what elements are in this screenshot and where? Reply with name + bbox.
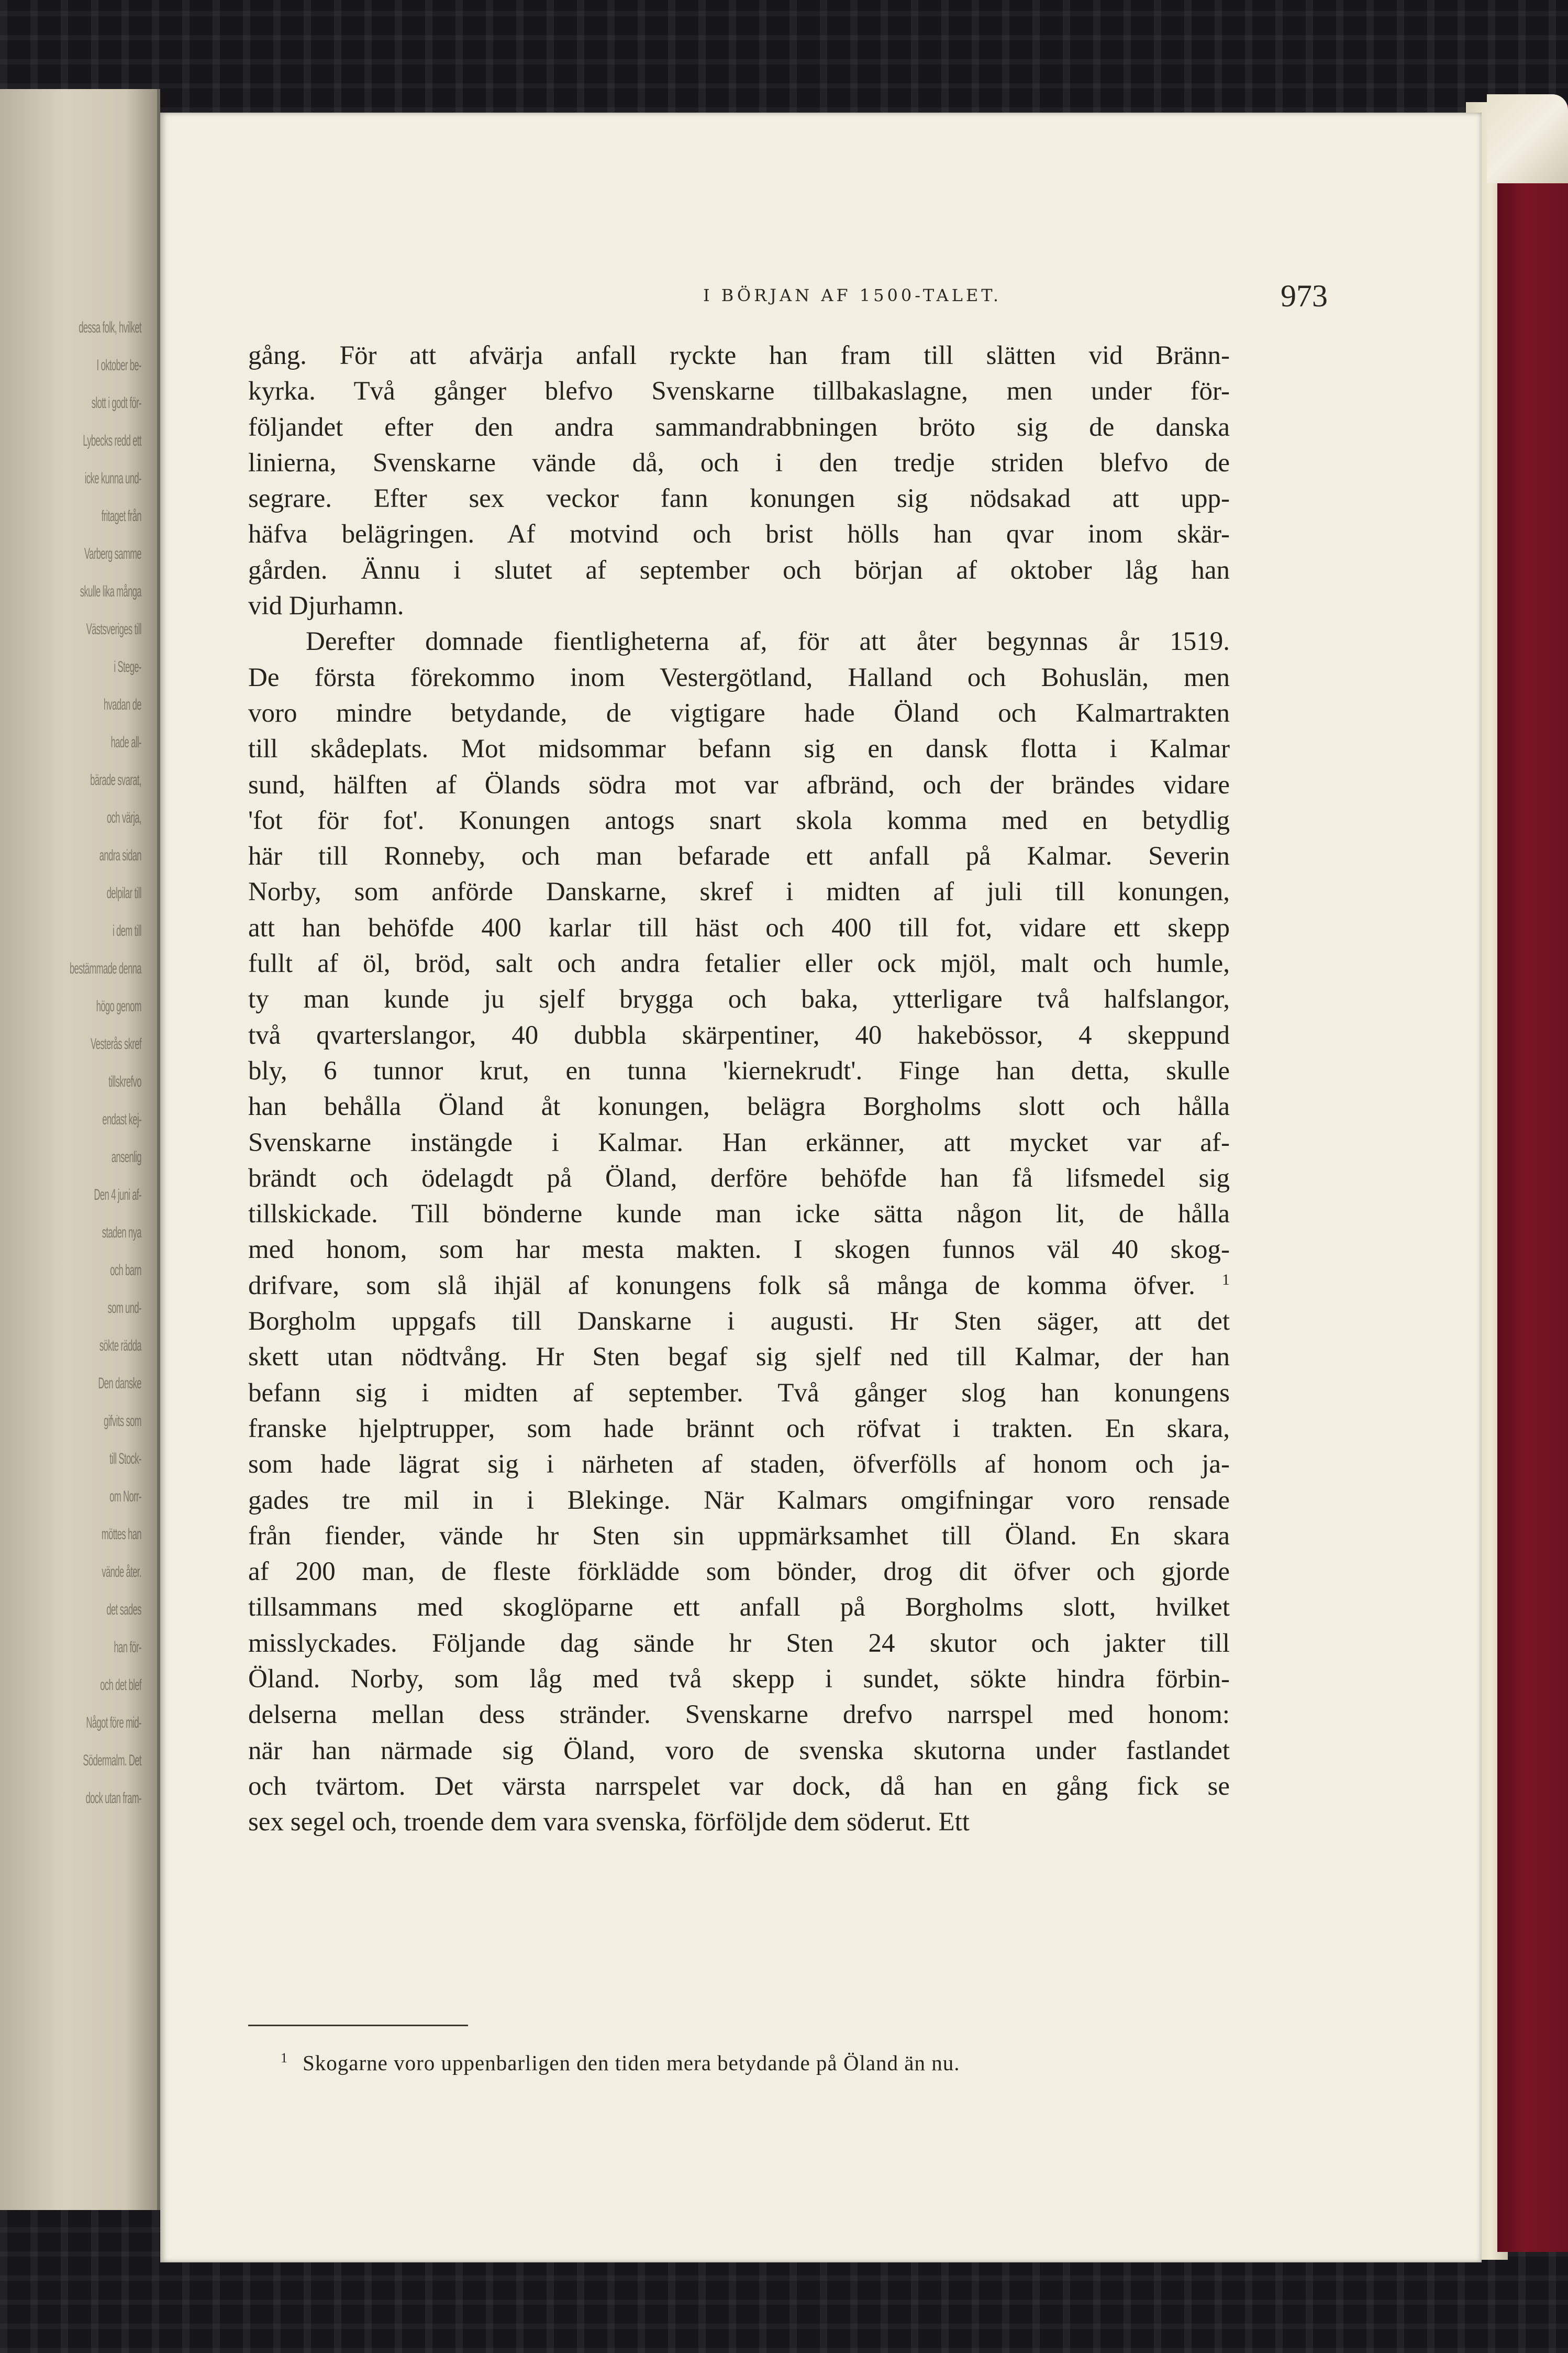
previous-page-line: hvadan de [103,696,141,713]
text-line: Norby, som anförde Danskarne, skref i midten af juli till konungen, [248,877,1230,907]
text-line: här till Ronneby, och man befarade ett anfall på Kalmar. Severin [248,842,1230,871]
previous-page-line: högo genom [96,998,141,1015]
text-line: han behålla Öland åt konungen, belägra Borgholms slott och hålla [248,1092,1230,1122]
previous-page-line: och det blef [100,1676,141,1694]
text-line: ty man kunde ju sjelf brygga och baka, ytterligare två halfslangor, [248,985,1230,1014]
previous-page-line: skulle lika många [80,583,141,600]
previous-page-line: och värja, [106,809,141,826]
previous-page-line: möttes han [101,1526,141,1543]
previous-page-line: sökte rädda [99,1337,141,1354]
previous-page-line: i dem till [112,922,141,940]
text-line: häfva belägringen. Af motvind och brist hölls han qvar inom skär- [248,520,1230,549]
book-cover-corner [1487,94,1568,183]
text-line: två qvarterslangor, 40 dubbla skärpentiner, 40 hakebössor, 4 skeppund [248,1020,1230,1050]
text-line: från fiender, vände hr Sten sin uppmärksamhet till Öland. En skara [248,1521,1230,1551]
text-line: gades tre mil in i Blekinge. När Kalmars omgifningar voro rensade [248,1485,1230,1515]
previous-page-line: I oktober be- [96,357,141,374]
text-line: voro mindre betydande, de vigtigare hade Öland och Kalmartrakten [248,698,1230,728]
text-line: när han närmade sig Öland, voro de svenska skutorna under fastlandet [248,1736,1230,1765]
previous-page-line: i Stege- [114,658,141,676]
previous-page-line: och barn [110,1262,141,1279]
previous-page-line: dock utan fram- [85,1789,141,1807]
text-line: De första förekommo inom Vestergötland, Halland och Bohuslän, men [248,662,1230,692]
running-head [160,278,1482,320]
previous-page-line: bärade svarat, [90,771,141,789]
previous-page-line: som und- [107,1299,141,1317]
body-text [248,338,1230,1840]
text-line: franske hjelptrupper, som hade brännt och röfvat i trakten. En skara, [248,1413,1230,1443]
text-line: af 200 man, de fleste förklädde som bönder, drog dit öfver och gjorde [248,1557,1230,1587]
text-line: bly, 6 tunnor krut, en tunna 'kiernekrudt'. Finge han detta, skulle [248,1056,1230,1086]
previous-page-line: ansenlig [111,1148,141,1166]
previous-page-line: vände åter. [102,1563,141,1581]
text-line: Svenskarne instängde i Kalmar. Han erkänner, att mycket var af- [248,1128,1230,1157]
previous-page-line: Vesterås skref [91,1035,141,1053]
text-line: tillskickade. Till bönderne kunde man icke sätta någon lit, de hålla [248,1199,1230,1229]
text-line: linierna, Svenskarne vände då, och i den tredje striden blefvo de [248,448,1230,478]
text-line: gång. För att afvärja anfall ryckte han fram till slätten vid Bränn- [248,341,1230,370]
text-line: vid Djurhamn. [248,591,404,621]
text-line: tillsammans med skoglöparne ett anfall på Borgholms slott, hvilket [248,1593,1230,1622]
text-line: som hade lägrat sig i närheten af staden, öfverfölls af honom och ja- [248,1450,1230,1479]
running-title: I BÖRJAN AF 1500-TALET. [703,285,1002,305]
text-line: med honom, som har mesta makten. I skogen funnos väl 40 skog- [248,1235,1230,1265]
previous-page-line: om Norr- [109,1488,141,1505]
text-line: till skådeplats. Mot midsommar befann sig en dansk flotta i Kalmar [248,734,1230,764]
previous-page-line: Södermalm. Det [83,1752,141,1769]
previous-page-line: andra sidan [99,847,141,864]
previous-page-line: Västsveriges till [86,621,141,638]
previous-page-line: slott i godt för- [91,394,141,412]
previous-page-line: delpilar till [106,885,141,902]
previous-page-line: Den danske [98,1375,141,1392]
text-line: Derefter domnade fientligheterna af, för att åter begynnas år 1519. [306,627,1230,657]
text-line: gården. Ännu i slutet af september och början af oktober låg han [248,555,1230,585]
previous-page-line: Den 4 juni af- [94,1186,141,1203]
text-line: skett utan nödtvång. Hr Sten begaf sig sjelf ned till Kalmar, der han [248,1342,1230,1372]
previous-page-line: det sades [106,1601,141,1618]
previous-page-line: Varberg samme [84,545,141,562]
previous-page-line: han för- [114,1639,141,1656]
text-line: misslyckades. Följande dag sände hr Sten 24 skutor och jakter till [248,1628,1230,1658]
book-cover-cloth [1497,105,1568,2252]
footnote-divider [248,2025,468,2026]
previous-page-line: dessa folk, hvilket [79,319,141,336]
text-line: Öland. Norby, som låg med två skepp i sundet, sökte hindra förbin- [248,1664,1230,1694]
previous-page-line: Något före mid- [86,1714,141,1731]
text-line: drifvare, som slå ihjäl af konungens folk så många de komma öfver. $^1$ [248,1271,1230,1300]
previous-page-text [3,309,141,1817]
text-line: kyrka. Två gånger blefvo Svenskarne tillbakaslagne, men under för- [248,377,1230,406]
previous-page-line: icke kunna und- [84,470,141,487]
text-line: delserna mellan dess stränder. Svenskarne drefvo narrspel med honom: [248,1700,1230,1730]
previous-page-line: staden nya [102,1224,141,1241]
footnote-mark: 1 [281,2050,288,2066]
footnote [281,2050,960,2075]
previous-page-line: bestämmade denna [69,960,141,977]
previous-page-line: endast kej- [102,1111,141,1128]
text-line: befann sig i midten af september. Två gånger slog han konungens [248,1378,1230,1408]
previous-page-line: fritaget från [101,507,141,525]
previous-page-line: Lybecks redd ett [83,432,141,449]
previous-page-line: till Stock- [109,1450,141,1467]
previous-page-line: hade all- [110,734,141,751]
previous-page-line: tillskrefvo [108,1073,141,1090]
page-number: 973 [1281,279,1328,313]
book-page [160,113,1482,2262]
text-line: sex segel och, troende dem vara svenska, förföljde dem söderut. Ett [248,1807,970,1837]
text-line: 'fot för fot'. Konungen antogs snart skola komma med en betydlig [248,805,1230,835]
text-line: fullt af öl, bröd, salt och andra fetalier eller ock mjöl, malt och humle, [248,949,1230,979]
text-line: sund, hälften af Ölands södra mot var afbränd, och der brändes vidare [248,770,1230,800]
text-line: följandet efter den andra sammandrabbningen bröto sig de danska [248,412,1230,442]
text-line: att han behöfde 400 karlar till häst och 400 till fot, vidare ett skepp [248,913,1230,943]
previous-page-line: gifvits som [104,1412,141,1430]
text-line: brändt och ödelagdt på Öland, derföre behöfde han få lifsmedel sig [248,1163,1230,1193]
previous-page-edge [0,89,160,2210]
text-line: och tvärtom. Det värsta narrspelet var dock, då han en gång fick se [248,1771,1230,1801]
text-line: segrare. Efter sex veckor fann konungen sig nödsakad att upp- [248,484,1230,514]
footnote-text: Skogarne voro uppenbarligen den tiden mera betydande på Öland än nu. [303,2051,960,2075]
text-line: Borgholm uppgafs till Danskarne i augusti. Hr Sten säger, att det [248,1307,1230,1336]
footnote-reference: 1 [1222,1271,1230,1288]
